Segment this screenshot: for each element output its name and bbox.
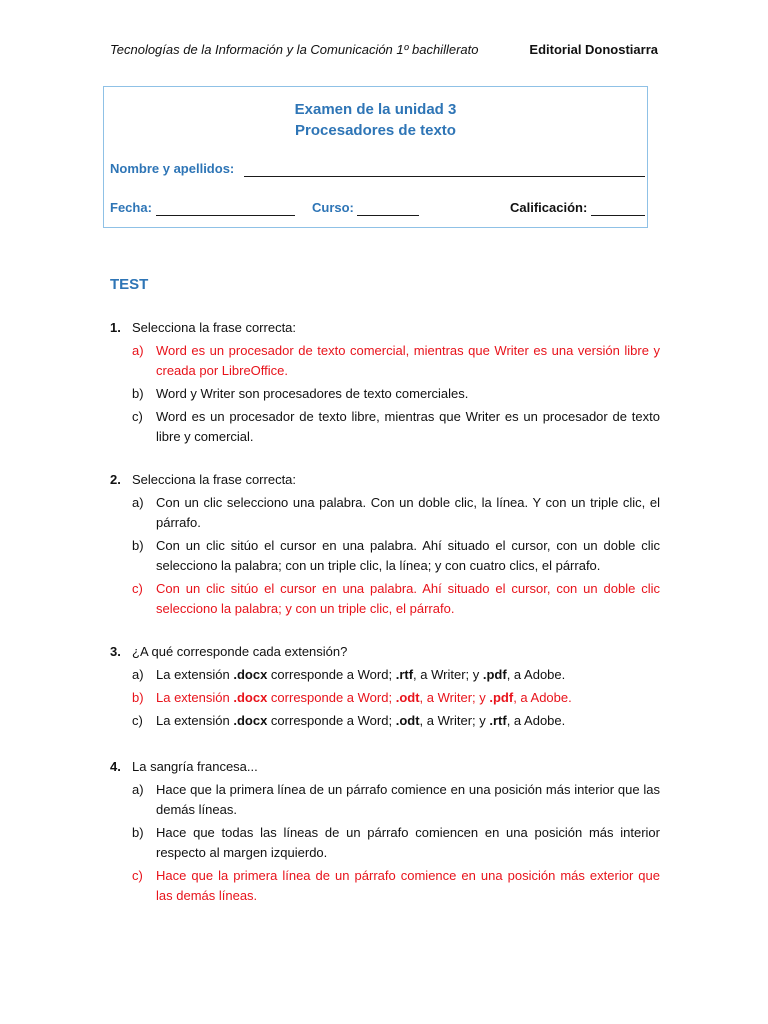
option-text-part: corresponde a Word; [267, 713, 396, 728]
option-letter: b) [132, 386, 144, 401]
option-text: Con un clic sitúo el cursor en una palabra. Ahí situado el cursor, con un doble clic selecciono la palabra; con un triple clic, la línea; y con cuatro clics, el párrafo. [156, 538, 660, 573]
question-header [110, 318, 660, 338]
option-letter: c) [132, 581, 143, 596]
option-text-part: La extensión [156, 667, 234, 682]
option-text-part: , a Writer; y [419, 690, 490, 705]
file-extension: .odt [395, 713, 420, 728]
exam-title: Examen de la unidad 3 [294, 101, 457, 118]
option-text: Hace que la primera línea de un párrafo comience en una posición más interior que las demás líneas. [156, 782, 660, 817]
question-number: 4. [110, 759, 121, 774]
answer-option[interactable] [132, 665, 660, 685]
answer-option[interactable] [132, 688, 660, 708]
answer-option[interactable] [132, 780, 660, 820]
option-letter: b) [132, 538, 144, 553]
file-extension: .odt [395, 690, 420, 705]
option-text-part: , a Adobe. [513, 690, 572, 705]
answer-option[interactable] [132, 823, 660, 863]
answer-option[interactable] [132, 536, 660, 576]
answer-option[interactable] [132, 341, 660, 381]
option-letter: b) [132, 825, 144, 840]
file-extension: .docx [233, 690, 268, 705]
file-extension: .rtf [489, 713, 507, 728]
grade-label: Calificación: [510, 200, 588, 215]
option-text-part: , a Writer; y [419, 713, 490, 728]
option-text-part: corresponde a Word; [267, 690, 396, 705]
file-extension: .docx [233, 713, 268, 728]
option-letter: c) [132, 409, 143, 424]
date-field[interactable] [156, 215, 295, 216]
option-text-part: La extensión [156, 713, 234, 728]
question-number: 1. [110, 320, 121, 335]
question-text: La sangría francesa... [132, 759, 258, 774]
course-label: Curso: [312, 200, 354, 215]
option-letter: a) [132, 495, 144, 510]
question-number: 2. [110, 472, 121, 487]
question-header [110, 470, 660, 490]
option-text-part: corresponde a Word; [267, 667, 396, 682]
question-1 [110, 318, 660, 447]
option-letter: c) [132, 713, 143, 728]
option-letter: a) [132, 782, 144, 797]
question-number: 3. [110, 644, 121, 659]
question-2 [110, 470, 660, 619]
option-text: Hace que la primera línea de un párrafo comience en una posición más exterior que las demás líneas. [156, 868, 660, 903]
option-text-part: , a Writer; y [413, 667, 483, 682]
option-text: Con un clic selecciono una palabra. Con un doble clic, la línea. Y con un triple clic, el párrafo. [156, 495, 660, 530]
option-text [156, 665, 660, 685]
question-header [110, 757, 660, 777]
exam-info-box [103, 86, 648, 228]
option-text: Hace que todas las líneas de un párrafo comiencen en una posición más interior respecto al margen izquierdo. [156, 825, 660, 860]
name-field[interactable] [244, 176, 645, 177]
option-letter: a) [132, 667, 144, 682]
exam-subtitle: Procesadores de texto [295, 122, 456, 139]
question-text: ¿A qué corresponde cada extensión? [132, 644, 348, 659]
answer-option[interactable] [132, 384, 660, 404]
date-label: Fecha: [110, 200, 152, 215]
header-publisher: Editorial Donostiarra [529, 42, 658, 57]
header-subject: Tecnologías de la Información y la Comunicación 1º bachillerato [110, 42, 479, 57]
question-text: Selecciona la frase correcta: [132, 472, 297, 487]
test-heading: TEST [110, 276, 149, 293]
option-text-part: La extensión [156, 690, 234, 705]
option-text: Word es un procesador de texto libre, mientras que Writer es un procesador de texto libre y comercial. [156, 409, 660, 444]
answer-option[interactable] [132, 866, 660, 906]
option-text: Con un clic sitúo el cursor en una palabra. Ahí situado el cursor, con un doble clic selecciono la palabra; y con un triple clic, el párrafo. [156, 581, 660, 616]
question-header [110, 642, 660, 662]
option-letter: a) [132, 343, 144, 358]
option-text: Word y Writer son procesadores de texto comerciales. [156, 386, 469, 401]
option-text: Word es un procesador de texto comercial, mientras que Writer es una versión libre y creada por LibreOffice. [156, 343, 660, 378]
option-text-part: , a Adobe. [506, 667, 566, 682]
question-4 [110, 757, 660, 906]
option-letter: c) [132, 868, 143, 883]
answer-option[interactable] [132, 493, 660, 533]
file-extension: .docx [233, 667, 268, 682]
answer-option[interactable] [132, 407, 660, 447]
file-extension: .pdf [489, 690, 514, 705]
question-text: Selecciona la frase correcta: [132, 320, 297, 335]
option-letter: b) [132, 690, 144, 705]
option-text [156, 688, 660, 708]
option-text-part: , a Adobe. [506, 713, 566, 728]
file-extension: .rtf [395, 667, 414, 682]
grade-field[interactable] [591, 215, 645, 216]
name-label: Nombre y apellidos: [110, 161, 235, 176]
question-3 [110, 642, 660, 731]
answer-option[interactable] [132, 711, 660, 731]
answer-option[interactable] [132, 579, 660, 619]
course-field[interactable] [357, 215, 419, 216]
option-text [156, 711, 660, 731]
file-extension: .pdf [482, 667, 507, 682]
